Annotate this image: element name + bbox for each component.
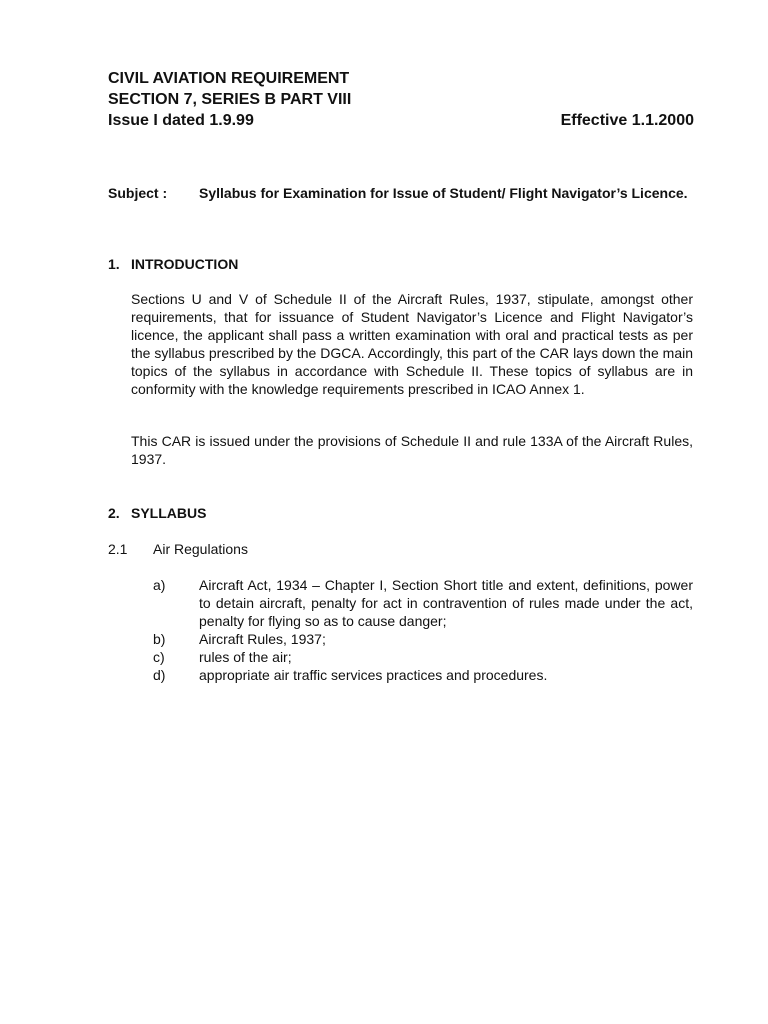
list-item <box>153 648 693 666</box>
doc-effective-date: Effective 1.1.2000 <box>560 112 694 129</box>
intro-paragraph-2: This CAR is issued under the provisions of Schedule II and rule 133A of the Aircraft Rules, 1937. <box>131 433 693 467</box>
section-heading-introduction <box>108 255 238 273</box>
list-item <box>153 576 693 630</box>
list-marker: a) <box>153 577 166 593</box>
list-marker: c) <box>153 649 165 665</box>
list-item <box>153 630 693 648</box>
list-marker: b) <box>153 631 166 647</box>
list-item-text: Aircraft Act, 1934 – Chapter I, Section Short title and extent, definitions, power to detain aircraft, penalty for act in contravention of rules made under the act, penalty for flying so as to cause danger; <box>199 577 693 629</box>
subject-text: Syllabus for Examination for Issue of Student/ Flight Navigator’s Licence. <box>199 185 688 201</box>
subsection-heading-air-regulations <box>108 540 248 558</box>
list-item <box>153 666 693 684</box>
section-title: SYLLABUS <box>131 505 207 521</box>
intro-paragraph-1: Sections U and V of Schedule II of the Aircraft Rules, 1937, stipulate, amongst other requirements, that for issuance of Student Navigator’s Licence and Flight Navigator’s licence, the applicant shall pass a written examination with oral and practical tests as per the syllabus prescribed by the DGCA. Accordingly, this part of the CAR lays down the main topics of the syllabus in accordance with Schedule II. These topics of syllabus are in conformity with the knowledge requirements prescribed in ICAO Annex 1. <box>131 291 693 397</box>
list-item-text: appropriate air traffic services practices and procedures. <box>199 667 548 683</box>
section-number: 2. <box>108 505 120 521</box>
section-number: 1. <box>108 256 120 272</box>
doc-issue: Issue I dated 1.9.99 <box>108 112 254 129</box>
doc-section: SECTION 7, SERIES B PART VIII <box>108 91 352 108</box>
list-item-text: Aircraft Rules, 1937; <box>199 631 326 647</box>
list-marker: d) <box>153 667 166 683</box>
subsection-title: Air Regulations <box>153 541 248 557</box>
list-item-text: rules of the air; <box>199 649 292 665</box>
subject-label: Subject : <box>108 185 168 201</box>
section-heading-syllabus <box>108 504 206 522</box>
subsection-number: 2.1 <box>108 541 128 557</box>
doc-title: CIVIL AVIATION REQUIREMENT <box>108 70 350 87</box>
section-title: INTRODUCTION <box>131 256 239 272</box>
